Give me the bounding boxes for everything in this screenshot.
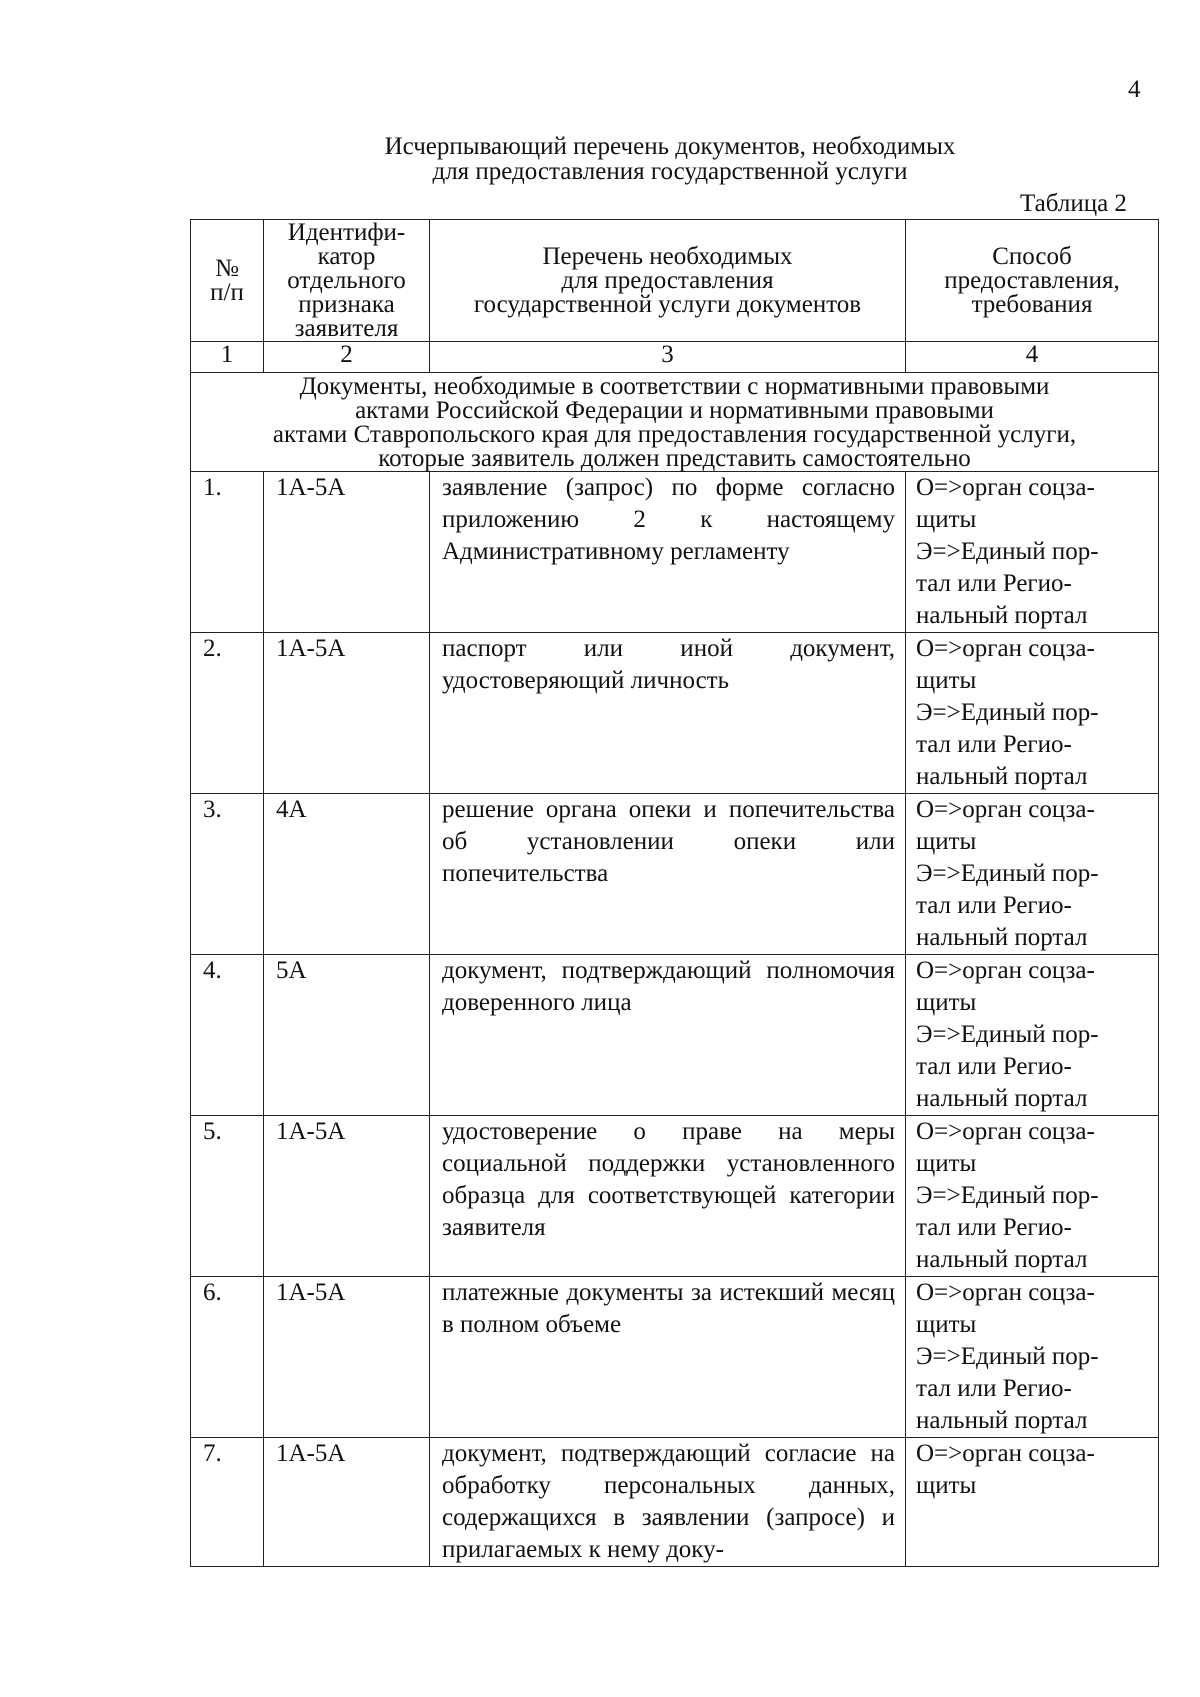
- row-method: [906, 1277, 1159, 1438]
- row-identifier: 1А-5А: [264, 1116, 430, 1277]
- row-document: удостоверение о праве на меры социальной поддержки установленного образца для соответствующей категории заявителя: [430, 1116, 906, 1277]
- method-line: нальный портал: [916, 602, 1088, 629]
- table-header-row: [191, 220, 1159, 342]
- row-document: документ, подтверждающий согласие на обработку персональных данных, содержащихся в заявлении (запросе) и прилагаемых к нему доку-: [430, 1438, 906, 1567]
- row-number: 7.: [191, 1438, 264, 1567]
- title-line-1: Исчерпывающий перечень документов, необходимых: [384, 133, 956, 160]
- table-row: [191, 472, 1159, 633]
- method-line: щиты: [916, 1150, 977, 1177]
- row-number: 4.: [191, 955, 264, 1116]
- table-row: [191, 633, 1159, 794]
- row-number: 5.: [191, 1116, 264, 1277]
- row-identifier: 1А-5А: [264, 472, 430, 633]
- row-number: 1.: [191, 472, 264, 633]
- method-line: Э=>Единый пор-: [916, 1021, 1099, 1048]
- row-method: [906, 955, 1159, 1116]
- method-line: нальный портал: [916, 1407, 1088, 1434]
- method-line: тал или Регио-: [916, 1053, 1072, 1080]
- row-identifier: 5А: [264, 955, 430, 1116]
- method-line: тал или Регио-: [916, 1375, 1072, 1402]
- method-line: нальный портал: [916, 924, 1088, 951]
- row-method: [906, 1116, 1159, 1277]
- table-row: [191, 1438, 1159, 1567]
- row-identifier: 1А-5А: [264, 1438, 430, 1567]
- row-method: [906, 472, 1159, 633]
- row-number: 6.: [191, 1277, 264, 1438]
- section-heading: Документы, необходимые в соответствии с нормативными правовыми актами Российской Федерации и нормативными правовыми актами Ставропольского края для предоставления государственной услуги, которые заявитель должен представить самостоятельно: [191, 373, 1159, 472]
- method-line: нальный портал: [916, 1085, 1088, 1112]
- table-row: [191, 955, 1159, 1116]
- row-document: документ, подтверждающий полномочия доверенного лица: [430, 955, 906, 1116]
- row-document: заявление (запрос) по форме согласно приложению 2 к настоящему Административному регламенту: [430, 472, 906, 633]
- row-identifier: 4А: [264, 794, 430, 955]
- section-heading-row: [191, 373, 1159, 472]
- column-number: 1: [191, 342, 264, 373]
- row-document: платежные документы за истекший месяц в полном объеме: [430, 1277, 906, 1438]
- row-number: 2.: [191, 633, 264, 794]
- documents-table: [190, 219, 1159, 1567]
- header-cell-number: № п/п: [191, 220, 264, 342]
- page-number: 4: [1128, 76, 1141, 103]
- method-line: Э=>Единый пор-: [916, 860, 1099, 887]
- method-line: О=>орган соцза-: [916, 1440, 1095, 1467]
- document-title: [0, 134, 1200, 184]
- row-identifier: 1А-5А: [264, 633, 430, 794]
- method-line: О=>орган соцза-: [916, 957, 1095, 984]
- method-line: щиты: [916, 506, 977, 533]
- method-line: тал или Регио-: [916, 892, 1072, 919]
- table-label: Таблица 2: [1020, 190, 1127, 217]
- method-line: Э=>Единый пор-: [916, 1343, 1099, 1370]
- row-method: [906, 633, 1159, 794]
- method-line: тал или Регио-: [916, 1214, 1072, 1241]
- column-number: 4: [906, 342, 1159, 373]
- header-cell-identifier: Идентифи- катор отдельного признака заявителя: [264, 220, 430, 342]
- method-line: щиты: [916, 1472, 977, 1499]
- row-document: паспорт или иной документ, удостоверяющий личность: [430, 633, 906, 794]
- method-line: нальный портал: [916, 763, 1088, 790]
- method-line: щиты: [916, 1311, 977, 1338]
- method-line: щиты: [916, 828, 977, 855]
- row-method: [906, 1438, 1159, 1567]
- row-document: решение органа опеки и попечительства об установлении опеки или попечительства: [430, 794, 906, 955]
- method-line: тал или Регио-: [916, 731, 1072, 758]
- method-line: Э=>Единый пор-: [916, 699, 1099, 726]
- method-line: щиты: [916, 667, 977, 694]
- row-number: 3.: [191, 794, 264, 955]
- method-line: О=>орган соцза-: [916, 1279, 1095, 1306]
- column-number: 3: [430, 342, 906, 373]
- method-line: нальный портал: [916, 1246, 1088, 1273]
- method-line: Э=>Единый пор-: [916, 538, 1099, 565]
- method-line: О=>орган соцза-: [916, 1118, 1095, 1145]
- method-line: О=>орган соцза-: [916, 635, 1095, 662]
- method-line: О=>орган соцза-: [916, 796, 1095, 823]
- method-line: Э=>Единый пор-: [916, 1182, 1099, 1209]
- row-method: [906, 794, 1159, 955]
- table-row: [191, 1277, 1159, 1438]
- row-identifier: 1А-5А: [264, 1277, 430, 1438]
- method-line: щиты: [916, 989, 977, 1016]
- table-row: [191, 1116, 1159, 1277]
- column-number: 2: [264, 342, 430, 373]
- title-line-2: для предоставления государственной услуги: [432, 158, 908, 185]
- header-cell-documents: Перечень необходимых для предоставления государственной услуги документов: [430, 220, 906, 342]
- table-row: [191, 794, 1159, 955]
- header-cell-method: Способ предоставления, требования: [906, 220, 1159, 342]
- column-number-row: [191, 342, 1159, 373]
- method-line: О=>орган соцза-: [916, 474, 1095, 501]
- method-line: тал или Регио-: [916, 570, 1072, 597]
